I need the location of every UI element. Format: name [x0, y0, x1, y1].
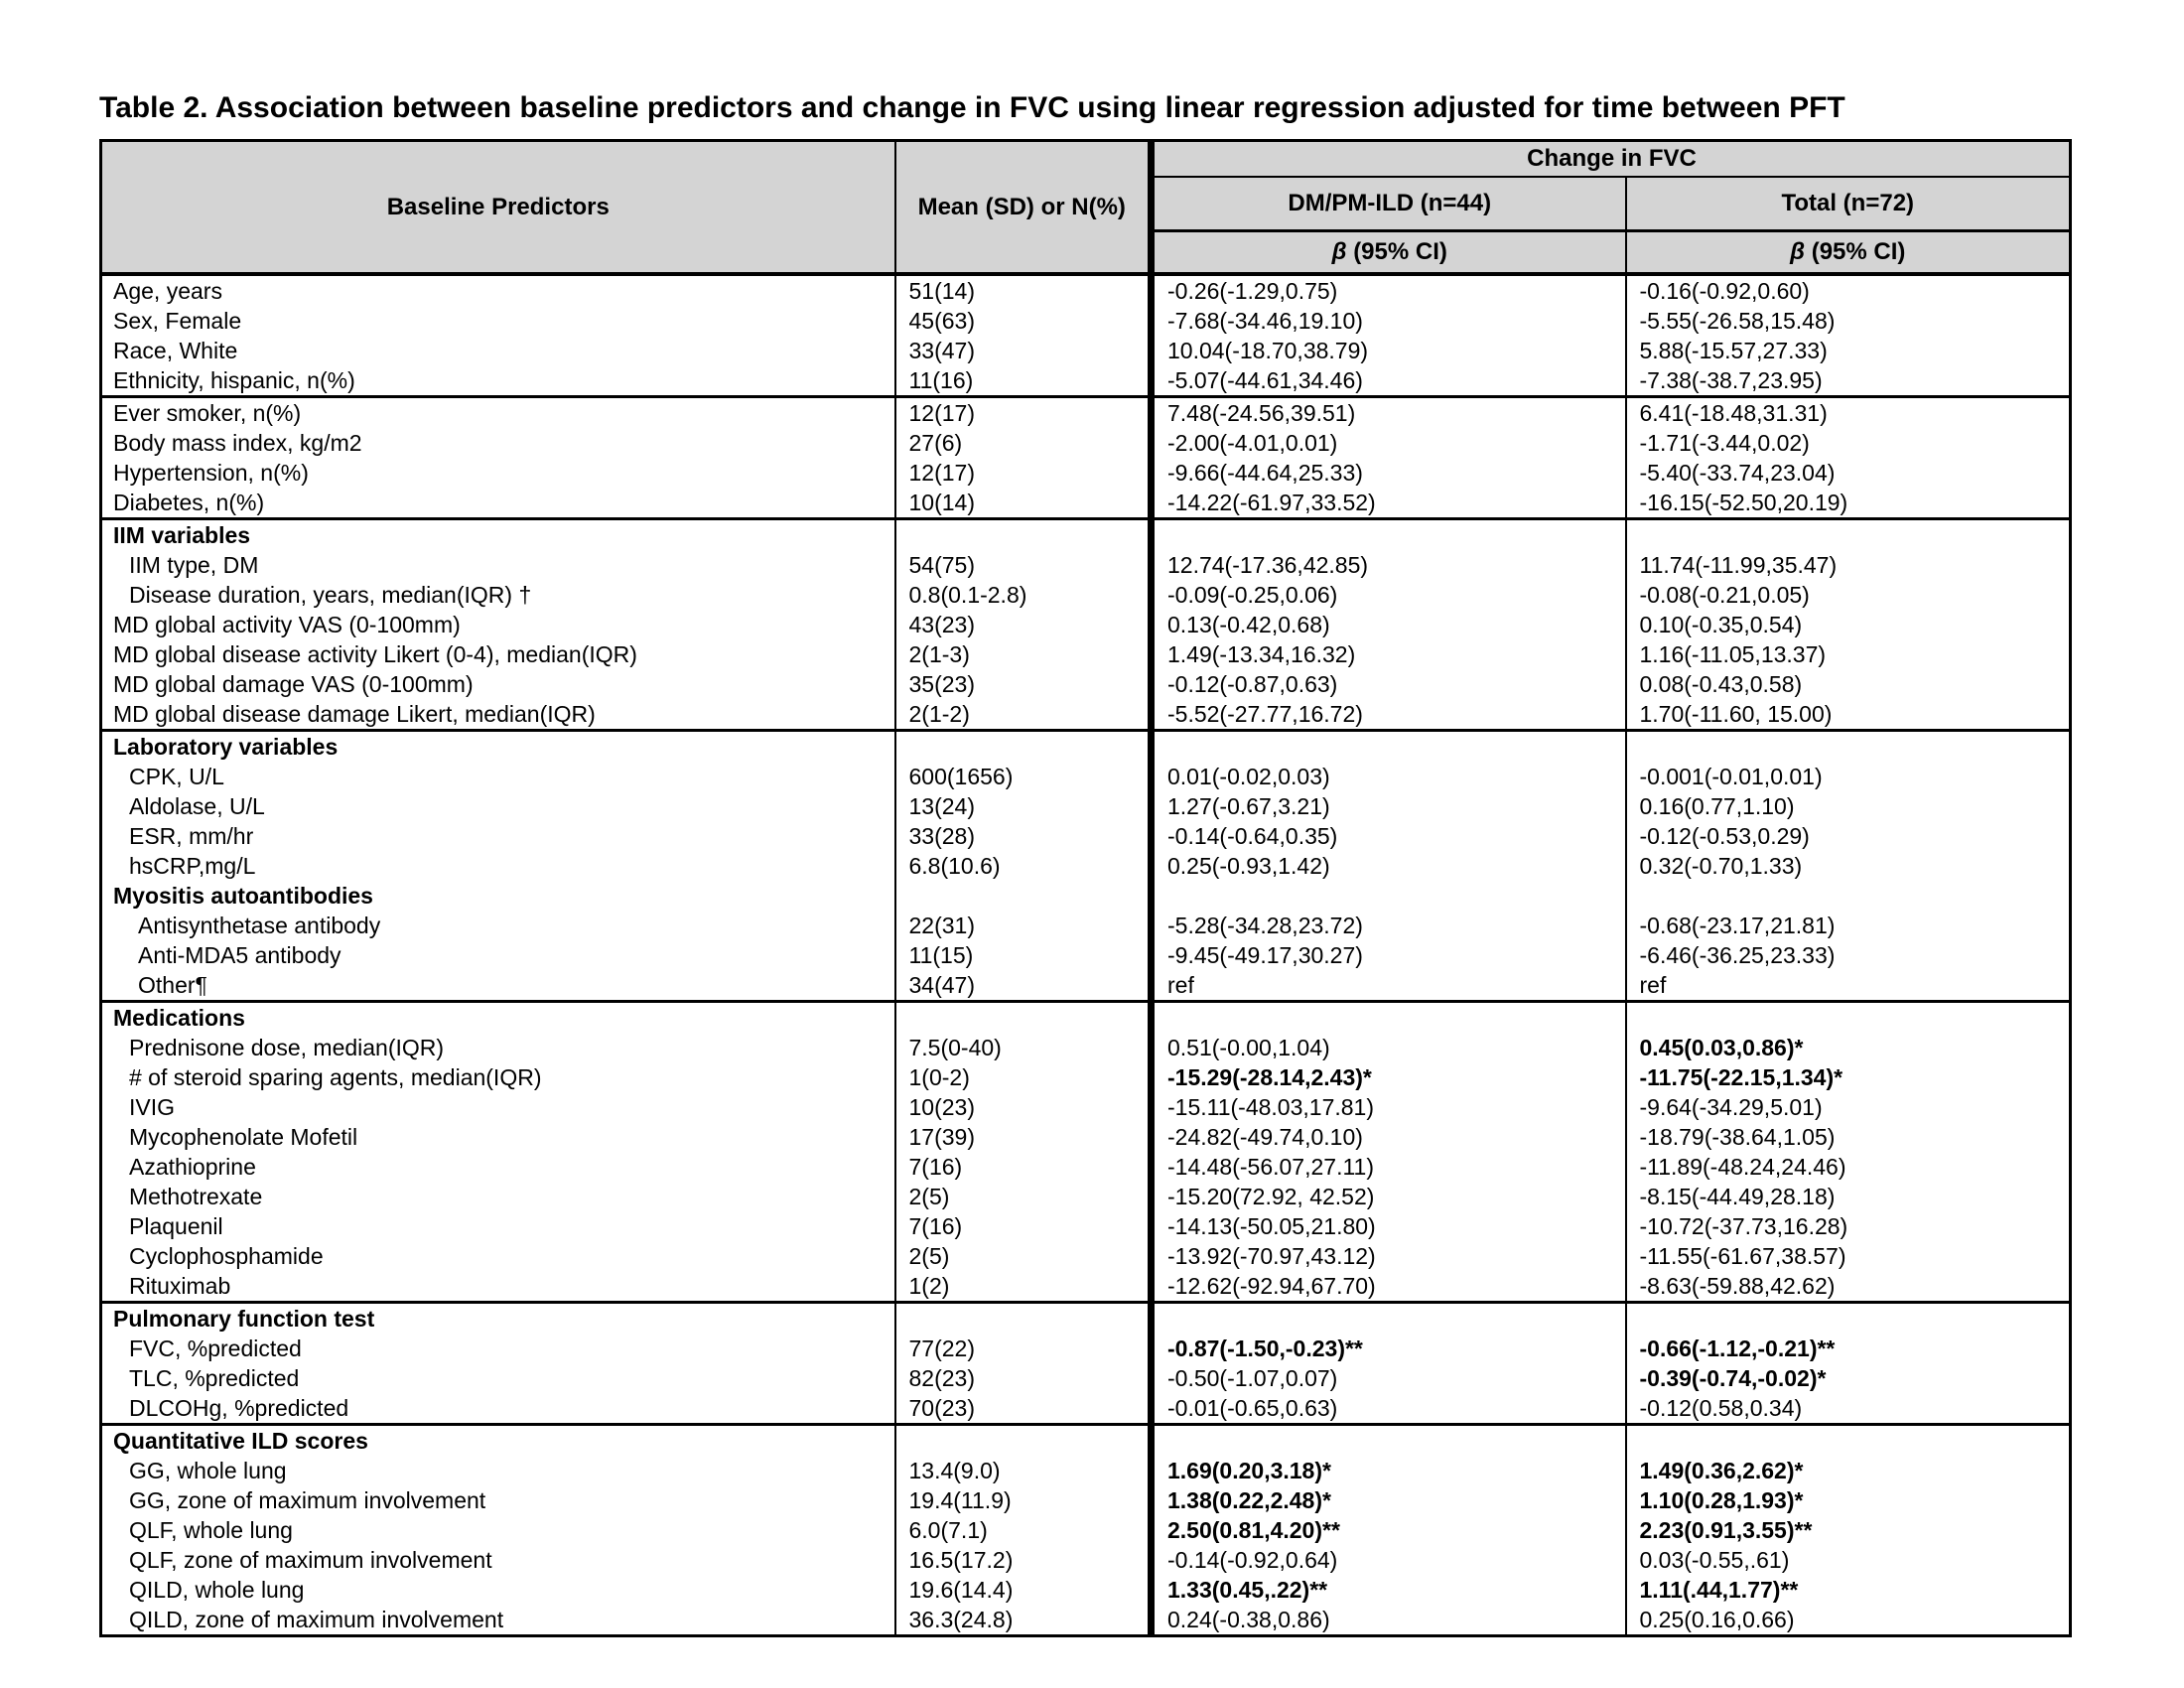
cell-dmpm-ild-beta: -15.29(-28.14,2.43)* — [1152, 1062, 1626, 1092]
cell-mean-sd — [895, 1002, 1152, 1034]
header-beta-ci-total — [1626, 231, 2071, 275]
cell-mean-sd: 12(17) — [895, 458, 1152, 488]
cell-mean-sd: 82(23) — [895, 1363, 1152, 1393]
cell-total-beta: ref — [1639, 972, 1667, 998]
table-row — [101, 580, 2071, 610]
row-label: MD global damage VAS (0-100mm) — [101, 669, 895, 699]
cell-dmpm-ild-beta: 0.01(-0.02,0.03) — [1152, 762, 1626, 791]
row-label: ESR, mm/hr — [101, 821, 895, 851]
header-row-span — [101, 141, 2071, 178]
cell-mean-sd: 13(24) — [895, 791, 1152, 821]
cell-mean-sd: 2(5) — [895, 1241, 1152, 1271]
table-row — [101, 1033, 2071, 1062]
row-label: Age, years — [101, 274, 895, 306]
table-header — [101, 141, 2071, 275]
cell-total-beta: 0.03(-0.55,.61) — [1639, 1547, 1790, 1573]
row-label: hsCRP,mg/L — [101, 851, 895, 881]
table-row — [101, 1092, 2071, 1122]
cell-total-beta: 0.08(-0.43,0.58) — [1639, 671, 1803, 697]
row-label: Diabetes, n(%) — [101, 488, 895, 519]
cell-dmpm-ild-beta: -24.82(-49.74,0.10) — [1152, 1122, 1626, 1152]
cell-mean-sd: 0.8(0.1-2.8) — [895, 580, 1152, 610]
row-label: Methotrexate — [101, 1182, 895, 1211]
cell-total-beta: -5.40(-33.74,23.04) — [1639, 460, 1836, 486]
cell-dmpm-ild-beta: -0.50(-1.07,0.07) — [1152, 1363, 1626, 1393]
table-row — [101, 1575, 2071, 1605]
cell-total-beta: -0.001(-0.01,0.01) — [1639, 764, 1823, 789]
cell-total-beta — [1626, 519, 2071, 551]
table-row — [101, 821, 2071, 851]
cell-mean-sd: 6.0(7.1) — [895, 1515, 1152, 1545]
cell-total-beta: -9.64(-34.29,5.01) — [1639, 1094, 1823, 1120]
cell-total-beta: -0.12(-0.53,0.29) — [1639, 823, 1810, 849]
cell-mean-sd: 27(6) — [895, 428, 1152, 458]
row-label: Mycophenolate Mofetil — [101, 1122, 895, 1152]
cell-mean-sd: 7(16) — [895, 1211, 1152, 1241]
cell-mean-sd: 45(63) — [895, 306, 1152, 336]
cell-total-beta: 1.11(.44,1.77)** — [1639, 1577, 1799, 1603]
row-label: Azathioprine — [101, 1152, 895, 1182]
table-row — [101, 274, 2071, 306]
row-label: Myositis autoantibodies — [101, 881, 895, 911]
cell-mean-sd: 70(23) — [895, 1393, 1152, 1425]
row-label: Antisynthetase antibody — [101, 911, 895, 940]
row-label: IVIG — [101, 1092, 895, 1122]
table-row — [101, 1271, 2071, 1303]
cell-mean-sd: 10(23) — [895, 1092, 1152, 1122]
cell-mean-sd: 13.4(9.0) — [895, 1456, 1152, 1485]
cell-total-beta: -11.55(-61.67,38.57) — [1639, 1243, 1846, 1269]
row-label: Other¶ — [101, 970, 895, 1002]
cell-mean-sd: 600(1656) — [895, 762, 1152, 791]
cell-total-beta: -8.63(-59.88,42.62) — [1639, 1273, 1836, 1299]
table-row — [101, 488, 2071, 519]
row-label: Ever smoker, n(%) — [101, 397, 895, 429]
cell-total-beta: -5.55(-26.58,15.48) — [1639, 308, 1836, 334]
cell-mean-sd: 10(14) — [895, 488, 1152, 519]
cell-mean-sd: 12(17) — [895, 397, 1152, 429]
cell-dmpm-ild-beta: -14.13(-50.05,21.80) — [1152, 1211, 1626, 1241]
cell-dmpm-ild-beta: -0.26(-1.29,0.75) — [1152, 274, 1626, 306]
cell-total-beta: 0.10(-0.35,0.54) — [1639, 612, 1803, 637]
cell-dmpm-ild-beta: 0.51(-0.00,1.04) — [1152, 1033, 1626, 1062]
cell-dmpm-ild-beta: 1.69(0.20,3.18)* — [1152, 1456, 1626, 1485]
cell-total-beta: 1.49(0.36,2.62)* — [1639, 1458, 1804, 1483]
header-dmpm-ild: DM/PM-ILD (n=44) — [1152, 177, 1626, 231]
ci-label: (95% CI) — [1353, 238, 1447, 265]
cell-dmpm-ild-beta: -0.09(-0.25,0.06) — [1152, 580, 1626, 610]
cell-mean-sd: 43(23) — [895, 610, 1152, 639]
cell-dmpm-ild-beta: 7.48(-24.56,39.51) — [1152, 397, 1626, 429]
row-label: Anti-MDA5 antibody — [101, 940, 895, 970]
table-row — [101, 365, 2071, 397]
cell-mean-sd — [895, 1425, 1152, 1457]
cell-total-beta — [1626, 881, 2071, 911]
table-row — [101, 762, 2071, 791]
cell-dmpm-ild-beta: 12.74(-17.36,42.85) — [1152, 550, 1626, 580]
cell-dmpm-ild-beta: -5.07(-44.61,34.46) — [1152, 365, 1626, 397]
row-label: MD global activity VAS (0-100mm) — [101, 610, 895, 639]
cell-mean-sd: 7.5(0-40) — [895, 1033, 1152, 1062]
row-label: IIM variables — [101, 519, 895, 551]
table-title: Table 2. Association between baseline predictors and change in FVC using linear regression adjusted for time between PFT — [99, 91, 1845, 124]
cell-dmpm-ild-beta — [1152, 731, 1626, 763]
row-label: # of steroid sparing agents, median(IQR) — [101, 1062, 895, 1092]
cell-dmpm-ild-beta — [1152, 519, 1626, 551]
table-row — [101, 1122, 2071, 1152]
results-table — [99, 139, 2072, 1637]
cell-mean-sd: 2(1-3) — [895, 639, 1152, 669]
cell-dmpm-ild-beta: -0.12(-0.87,0.63) — [1152, 669, 1626, 699]
cell-dmpm-ild-beta: -14.22(-61.97,33.52) — [1152, 488, 1626, 519]
cell-dmpm-ild-beta: -9.66(-44.64,25.33) — [1152, 458, 1626, 488]
cell-total-beta — [1626, 1425, 2071, 1457]
cell-dmpm-ild-beta: -14.48(-56.07,27.11) — [1152, 1152, 1626, 1182]
table-row — [101, 970, 2071, 1002]
cell-total-beta: -10.72(-37.73,16.28) — [1639, 1213, 1848, 1239]
section-header-row — [101, 881, 2071, 911]
cell-total-beta: -11.89(-48.24,24.46) — [1639, 1154, 1846, 1180]
table-row — [101, 791, 2071, 821]
row-label: QLF, whole lung — [101, 1515, 895, 1545]
section-header-row — [101, 1425, 2071, 1457]
table-row — [101, 1152, 2071, 1182]
cell-total-beta: 0.32(-0.70,1.33) — [1639, 853, 1803, 879]
cell-mean-sd: 22(31) — [895, 911, 1152, 940]
section-header-row — [101, 731, 2071, 763]
cell-dmpm-ild-beta: 2.50(0.81,4.20)** — [1152, 1515, 1626, 1545]
cell-total-beta — [1626, 1303, 2071, 1335]
row-label: TLC, %predicted — [101, 1363, 895, 1393]
row-label: GG, whole lung — [101, 1456, 895, 1485]
table-row — [101, 1363, 2071, 1393]
row-label: CPK, U/L — [101, 762, 895, 791]
cell-dmpm-ild-beta: -0.87(-1.50,-0.23)** — [1152, 1334, 1626, 1363]
table-row — [101, 550, 2071, 580]
row-label: Sex, Female — [101, 306, 895, 336]
row-label: Hypertension, n(%) — [101, 458, 895, 488]
cell-mean-sd: 35(23) — [895, 669, 1152, 699]
cell-mean-sd: 1(2) — [895, 1271, 1152, 1303]
cell-mean-sd — [895, 731, 1152, 763]
table-row — [101, 336, 2071, 365]
cell-dmpm-ild-beta: -5.28(-34.28,23.72) — [1152, 911, 1626, 940]
cell-dmpm-ild-beta — [1152, 1425, 1626, 1457]
cell-total-beta: -0.08(-0.21,0.05) — [1639, 582, 1810, 608]
table-body — [101, 274, 2071, 1636]
cell-dmpm-ild-beta: -0.14(-0.92,0.64) — [1152, 1545, 1626, 1575]
cell-mean-sd: 2(1-2) — [895, 699, 1152, 731]
table-row — [101, 1393, 2071, 1425]
table-row — [101, 1456, 2071, 1485]
row-label: Medications — [101, 1002, 895, 1034]
cell-total-beta: -0.68(-23.17,21.81) — [1639, 913, 1836, 938]
cell-total-beta: -0.39(-0.74,-0.02)* — [1639, 1365, 1827, 1391]
cell-total-beta: -8.15(-44.49,28.18) — [1639, 1184, 1836, 1209]
cell-dmpm-ild-beta: -0.14(-0.64,0.35) — [1152, 821, 1626, 851]
cell-total-beta: 0.25(0.16,0.66) — [1639, 1607, 1795, 1632]
cell-mean-sd: 77(22) — [895, 1334, 1152, 1363]
cell-dmpm-ild-beta: 10.04(-18.70,38.79) — [1152, 336, 1626, 365]
cell-dmpm-ild-beta — [1152, 1002, 1626, 1034]
cell-total-beta — [1626, 731, 2071, 763]
row-label: Plaquenil — [101, 1211, 895, 1241]
cell-mean-sd: 36.3(24.8) — [895, 1605, 1152, 1636]
row-label: MD global disease activity Likert (0-4), median(IQR) — [101, 639, 895, 669]
cell-total-beta: 0.16(0.77,1.10) — [1639, 793, 1795, 819]
cell-mean-sd: 34(47) — [895, 970, 1152, 1002]
table-row — [101, 1485, 2071, 1515]
cell-total-beta: 2.23(0.91,3.55)** — [1639, 1517, 1813, 1543]
cell-mean-sd: 33(28) — [895, 821, 1152, 851]
table-row — [101, 699, 2071, 731]
row-label: Rituximab — [101, 1271, 895, 1303]
cell-total-beta: 1.10(0.28,1.93)* — [1639, 1487, 1804, 1513]
cell-dmpm-ild-beta: -5.52(-27.77,16.72) — [1152, 699, 1626, 731]
row-label: MD global disease damage Likert, median(IQR) — [101, 699, 895, 731]
cell-mean-sd — [895, 519, 1152, 551]
section-header-row — [101, 1303, 2071, 1335]
cell-dmpm-ild-beta: 0.24(-0.38,0.86) — [1152, 1605, 1626, 1636]
cell-total-beta: 1.70(-11.60, 15.00) — [1639, 701, 1833, 727]
cell-dmpm-ild-beta: 1.27(-0.67,3.21) — [1152, 791, 1626, 821]
cell-mean-sd: 33(47) — [895, 336, 1152, 365]
row-label: Pulmonary function test — [101, 1303, 895, 1335]
row-label: Disease duration, years, median(IQR) † — [101, 580, 895, 610]
row-label: FVC, %predicted — [101, 1334, 895, 1363]
row-label: GG, zone of maximum involvement — [101, 1485, 895, 1515]
table-row — [101, 1605, 2071, 1636]
table-row — [101, 911, 2071, 940]
cell-mean-sd: 19.4(11.9) — [895, 1485, 1152, 1515]
cell-total-beta: -6.46(-36.25,23.33) — [1639, 942, 1836, 968]
cell-dmpm-ild-beta: -15.11(-48.03,17.81) — [1152, 1092, 1626, 1122]
table-row — [101, 1211, 2071, 1241]
cell-mean-sd: 1(0-2) — [895, 1062, 1152, 1092]
cell-dmpm-ild-beta: -7.68(-34.46,19.10) — [1152, 306, 1626, 336]
cell-mean-sd: 17(39) — [895, 1122, 1152, 1152]
cell-mean-sd: 2(5) — [895, 1182, 1152, 1211]
beta-symbol: β — [1790, 238, 1806, 265]
cell-total-beta: 11.74(-11.99,35.47) — [1639, 552, 1838, 578]
cell-mean-sd: 11(16) — [895, 365, 1152, 397]
table-row — [101, 1182, 2071, 1211]
header-beta-ci-dm — [1152, 231, 1626, 275]
row-label: QILD, zone of maximum involvement — [101, 1605, 895, 1636]
cell-total-beta: -0.66(-1.12,-0.21)** — [1639, 1336, 1836, 1361]
cell-mean-sd: 16.5(17.2) — [895, 1545, 1152, 1575]
row-label: DLCOHg, %predicted — [101, 1393, 895, 1425]
table-row — [101, 458, 2071, 488]
table-row — [101, 428, 2071, 458]
cell-dmpm-ild-beta: -15.20(72.92, 42.52) — [1152, 1182, 1626, 1211]
section-header-row — [101, 1002, 2071, 1034]
cell-total-beta: 1.16(-11.05,13.37) — [1639, 641, 1827, 667]
cell-mean-sd — [895, 1303, 1152, 1335]
header-total: Total (n=72) — [1626, 177, 2071, 231]
table-row — [101, 851, 2071, 881]
table-row — [101, 639, 2071, 669]
table-row — [101, 1515, 2071, 1545]
cell-total-beta: -11.75(-22.15,1.34)* — [1639, 1064, 1843, 1090]
table-row — [101, 610, 2071, 639]
cell-total-beta: -16.15(-52.50,20.19) — [1639, 490, 1848, 515]
cell-total-beta: 0.45(0.03,0.86)* — [1639, 1035, 1804, 1060]
cell-mean-sd: 11(15) — [895, 940, 1152, 970]
cell-dmpm-ild-beta: -2.00(-4.01,0.01) — [1152, 428, 1626, 458]
header-mean-sd: Mean (SD) or N(%) — [895, 141, 1152, 275]
table-row — [101, 1241, 2071, 1271]
cell-mean-sd: 6.8(10.6) — [895, 851, 1152, 881]
cell-total-beta: -0.16(-0.92,0.60) — [1639, 278, 1810, 304]
ci-label: (95% CI) — [1811, 238, 1906, 265]
cell-total-beta: -7.38(-38.7,23.95) — [1639, 367, 1823, 393]
beta-symbol: β — [1331, 238, 1347, 265]
cell-dmpm-ild-beta — [1152, 881, 1626, 911]
table-row — [101, 1334, 2071, 1363]
header-change-in-fvc: Change in FVC — [1152, 141, 2071, 178]
row-label: Ethnicity, hispanic, n(%) — [101, 365, 895, 397]
cell-mean-sd — [895, 881, 1152, 911]
row-label: Cyclophosphamide — [101, 1241, 895, 1271]
cell-dmpm-ild-beta: -9.45(-49.17,30.27) — [1152, 940, 1626, 970]
cell-dmpm-ild-beta — [1152, 1303, 1626, 1335]
cell-mean-sd: 7(16) — [895, 1152, 1152, 1182]
cell-total-beta: 5.88(-15.57,27.33) — [1639, 338, 1828, 363]
cell-dmpm-ild-beta: 1.49(-13.34,16.32) — [1152, 639, 1626, 669]
table-row — [101, 1545, 2071, 1575]
table-row — [101, 940, 2071, 970]
table-row — [101, 397, 2071, 429]
row-label: QILD, whole lung — [101, 1575, 895, 1605]
table-row — [101, 306, 2071, 336]
cell-mean-sd: 19.6(14.4) — [895, 1575, 1152, 1605]
cell-dmpm-ild-beta: 0.13(-0.42,0.68) — [1152, 610, 1626, 639]
cell-dmpm-ild-beta: -0.01(-0.65,0.63) — [1152, 1393, 1626, 1425]
cell-dmpm-ild-beta: ref — [1152, 970, 1626, 1002]
cell-mean-sd: 54(75) — [895, 550, 1152, 580]
table-row — [101, 1062, 2071, 1092]
cell-total-beta — [1626, 1002, 2071, 1034]
cell-total-beta: -18.79(-38.64,1.05) — [1639, 1124, 1836, 1150]
cell-total-beta: -0.12(0.58,0.34) — [1639, 1395, 1803, 1421]
cell-mean-sd: 51(14) — [895, 274, 1152, 306]
cell-total-beta: -1.71(-3.44,0.02) — [1639, 430, 1810, 456]
cell-dmpm-ild-beta: 1.33(0.45,.22)** — [1152, 1575, 1626, 1605]
row-label: Body mass index, kg/m2 — [101, 428, 895, 458]
section-header-row — [101, 519, 2071, 551]
cell-dmpm-ild-beta: 0.25(-0.93,1.42) — [1152, 851, 1626, 881]
cell-dmpm-ild-beta: 1.38(0.22,2.48)* — [1152, 1485, 1626, 1515]
table-row — [101, 669, 2071, 699]
row-label: QLF, zone of maximum involvement — [101, 1545, 895, 1575]
header-baseline-predictors: Baseline Predictors — [101, 141, 895, 275]
cell-dmpm-ild-beta: -13.92(-70.97,43.12) — [1152, 1241, 1626, 1271]
row-label: Aldolase, U/L — [101, 791, 895, 821]
row-label: Laboratory variables — [101, 731, 895, 763]
row-label: IIM type, DM — [101, 550, 895, 580]
cell-dmpm-ild-beta: -12.62(-92.94,67.70) — [1152, 1271, 1626, 1303]
row-label: Quantitative ILD scores — [101, 1425, 895, 1457]
row-label: Race, White — [101, 336, 895, 365]
row-label: Prednisone dose, median(IQR) — [101, 1033, 895, 1062]
cell-total-beta: 6.41(-18.48,31.31) — [1626, 397, 2071, 429]
